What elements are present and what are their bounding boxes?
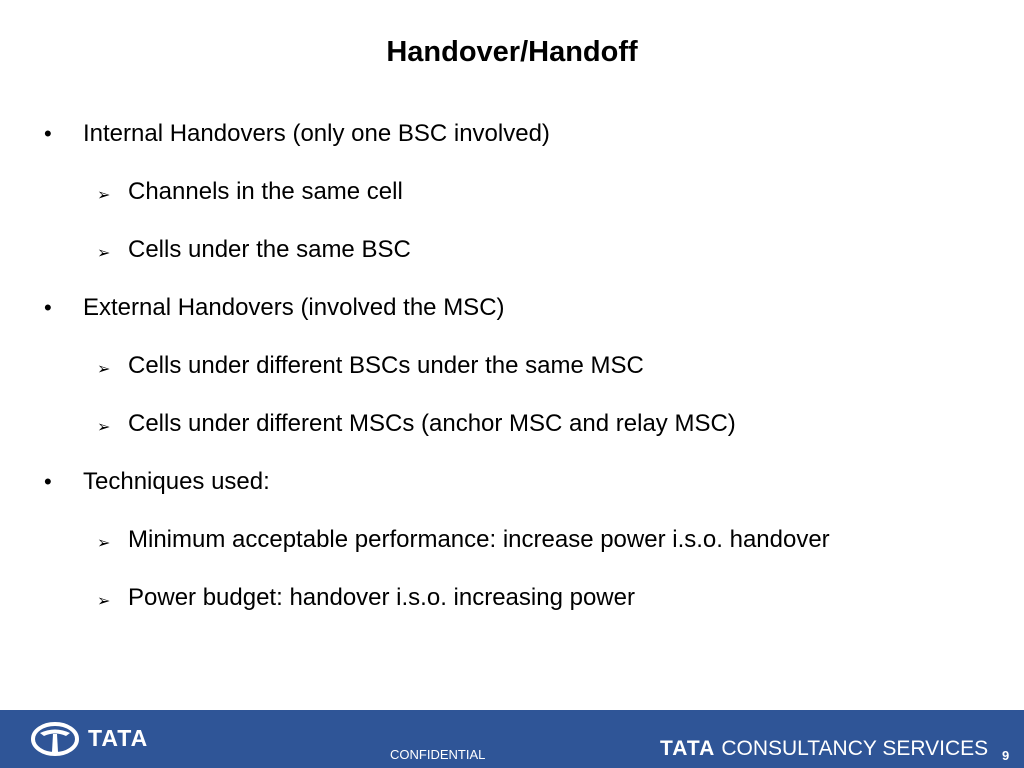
slide-footer [0,710,1024,768]
bullet-dot-icon: • [44,469,52,494]
sub-bullet-text: Power budget: handover i.s.o. increasing power [128,584,635,611]
bullet-dot-icon: • [44,121,52,146]
arrow-bullet-icon: ➢ [97,361,111,378]
bullet-dot-icon: • [44,295,52,320]
tcs-wordmark-rest: CONSULTANCY SERVICES [721,737,989,760]
confidential-label: CONFIDENTIAL [390,747,486,762]
bullet-text: External Handovers (involved the MSC) [83,294,505,321]
bullet-text: Internal Handovers (only one BSC involved) [83,120,550,147]
sub-bullet-text: Cells under the same BSC [128,236,411,263]
sub-bullet-text: Cells under different MSCs (anchor MSC and relay MSC) [128,410,736,437]
tata-logo-icon [30,722,80,756]
arrow-bullet-icon: ➢ [97,187,111,204]
arrow-bullet-icon: ➢ [97,245,111,262]
tcs-wordmark [660,737,988,761]
tcs-wordmark-bold: TATA [660,737,716,760]
slide-title: Handover/Handoff [386,36,638,68]
arrow-bullet-icon: ➢ [97,593,111,610]
arrow-bullet-icon: ➢ [97,419,111,436]
sub-bullet-text: Channels in the same cell [128,178,403,205]
tata-wordmark: TATA [88,725,149,751]
sub-bullet-text: Cells under different BSCs under the same MSC [128,352,644,379]
page-number: 9 [1002,748,1010,763]
bullet-text: Techniques used: [83,468,270,495]
arrow-bullet-icon: ➢ [97,535,111,552]
sub-bullet-text: Minimum acceptable performance: increase power i.s.o. handover [128,526,830,553]
